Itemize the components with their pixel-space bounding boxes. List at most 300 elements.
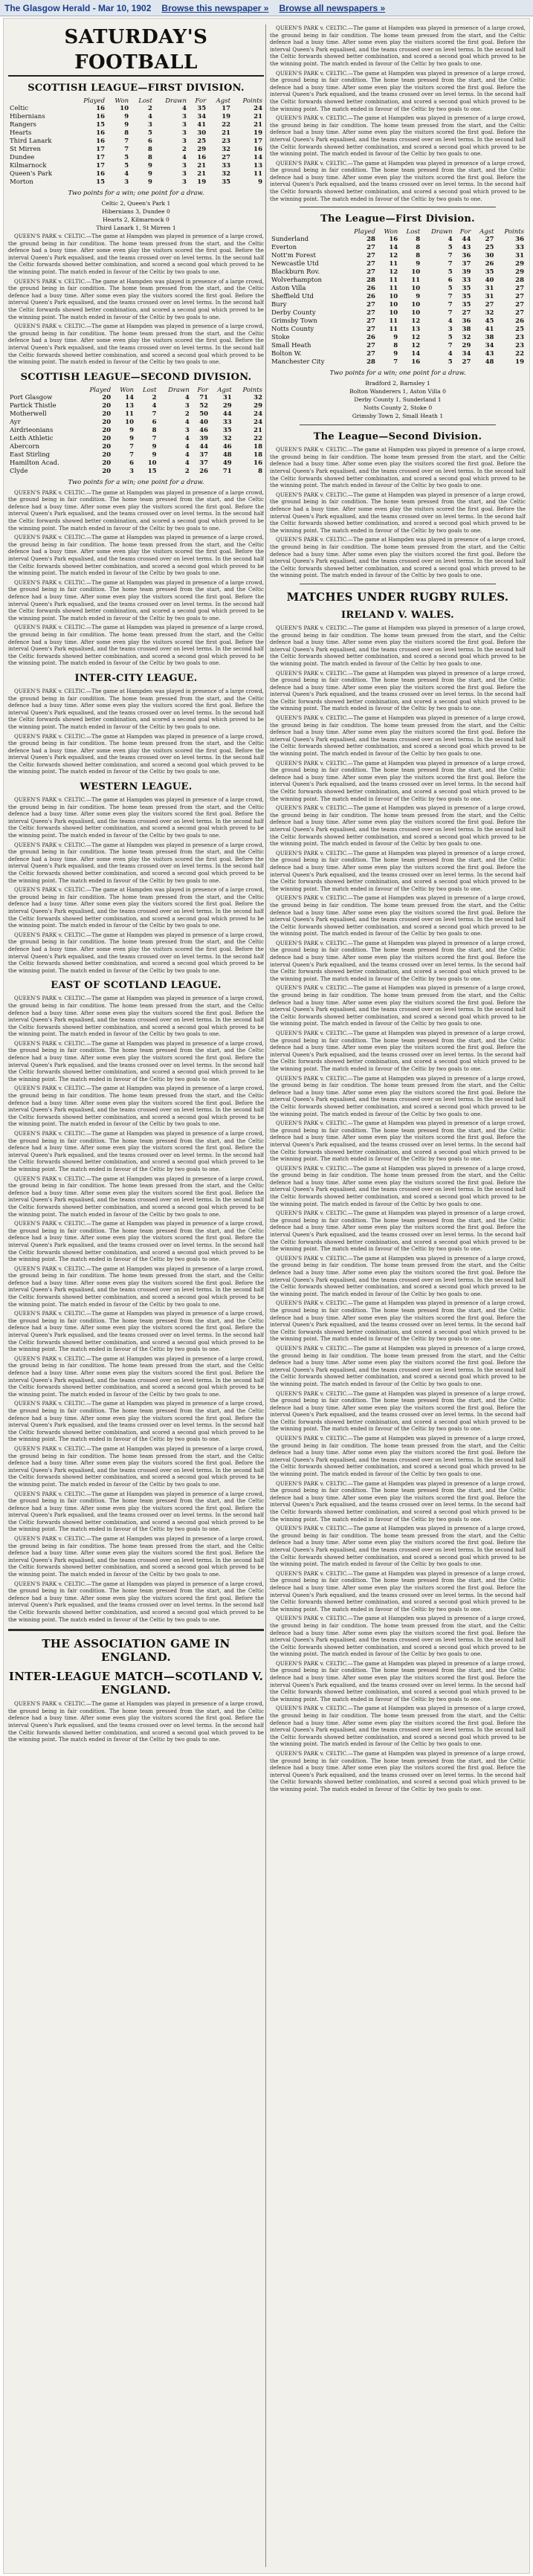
match-report: QUEEN'S PARK v. CELTIC.—The game at Hampden was played in presence of a large crowd, the ground being in fair condition. The home team pressed from the start, and the Celtic defence had a busy time. After some even play the visitors scored the first goal. Before the interval Queen's Park equalised, and the teams crossed over on level terms. In the second half the Celtic forwards showed better combination, and scored a second goal which proved to be the winning point. The match ended in favour of the Celtic by two goals to one. [8, 323, 264, 366]
stat-cell: 29 [515, 260, 524, 268]
match-report: QUEEN'S PARK v. CELTIC.—The game at Hampden was played in presence of a large crowd, the ground being in fair condition. The home team pressed from the start, and the Celtic defence had a busy time. After some even play the visitors scored the first goal. Before the interval Queen's Park equalised, and the teams crossed over on level terms. In the second half the Celtic forwards showed better combination, and scored a second goal which proved to be the winning point. The match ended in favour of the Celtic by two goals to one. [8, 1355, 264, 1398]
match-report: QUEEN'S PARK v. CELTIC.—The game at Hampden was played in presence of a large crowd, the ground being in fair condition. The home team pressed from the start, and the Celtic defence had a busy time. After some even play the visitors scored the first goal. Before the interval Queen's Park equalised, and the teams crossed over on level terms. In the second half the Celtic forwards showed better combination, and scored a second goal which proved to be the winning point. The match ended in favour of the Celtic by two goals to one. [270, 1389, 526, 1433]
league1-table-row [270, 358, 526, 367]
scot1-table-row [8, 162, 264, 170]
league1-table-row [270, 326, 526, 334]
club-name: Grimsby Town [271, 317, 317, 326]
stat-cell: 30 [197, 129, 207, 137]
league1-table-row [270, 309, 526, 317]
heading-inter-city-league: INTER-CITY LEAGUE. [74, 672, 198, 684]
stat-cell: 15 [96, 121, 106, 129]
match-report: QUEEN'S PARK v. CELTIC.—The game at Hampden was played in presence of a large crowd, the ground being in fair condition. The home team pressed from the start, and the Celtic defence had a busy time. After some even play the visitors scored the first goal. Before the interval Queen's Park equalised, and the teams crossed over on level terms. In the second half the Celtic forwards showed better combination, and scored a second goal which proved to be the winning point. The match ended in favour of the Celtic by two goals to one. [8, 1175, 264, 1218]
stat-cell: 10 [147, 459, 157, 467]
match-report: QUEEN'S PARK v. CELTIC.—The game at Hampden was played in presence of a large crowd, the ground being in fair condition. The home team pressed from the start, and the Celtic defence had a busy time. After some even play the visitors scored the first goal. Before the interval Queen's Park equalised, and the teams crossed over on level terms. In the second half the Celtic forwards showed better combination, and scored a second goal which proved to be the winning point. The match ended in favour of the Celtic by two goals to one. [270, 536, 526, 579]
stat-cell: 26 [366, 285, 375, 293]
stat-cell: 16 [96, 170, 106, 178]
match-report: QUEEN'S PARK v. CELTIC.—The game at Hampden was played in presence of a large crowd, the ground being in fair condition. The home team pressed from the start, and the Celtic defence had a busy time. After some even play the visitors scored the first goal. Before the interval Queen's Park equalised, and the teams crossed over on level terms. In the second half the Celtic forwards showed better combination, and scored a second goal which proved to be the winning point. The match ended in favour of the Celtic by two goals to one. [270, 894, 526, 937]
stat-cell: 27 [366, 342, 375, 350]
stat-cell: 4 [448, 350, 453, 358]
club-name: Airdrieonians [10, 426, 54, 434]
stat-cell: 25 [515, 326, 524, 334]
match-report: QUEEN'S PARK v. CELTIC.—The game at Hampden was played in presence of a large crowd, the ground being in fair condition. The home team pressed from the start, and the Celtic defence had a busy time. After some even play the visitors scored the first goal. Before the interval Queen's Park equalised, and the teams crossed over on level terms. In the second half the Celtic forwards showed better combination, and scored a second goal which proved to be the winning point. The match ended in favour of the Celtic by two goals to one. [270, 804, 526, 848]
newspaper-page-scan [3, 18, 530, 2574]
stat-cell: 22 [222, 121, 231, 129]
stat-cell: 27 [485, 236, 494, 244]
stat-cell: 4 [448, 236, 453, 244]
stat-cell: 8 [416, 244, 421, 252]
match-report: QUEEN'S PARK v. CELTIC.—The game at Hampden was played in presence of a large crowd, the ground being in fair condition. The home team pressed from the start, and the Celtic defence had a busy time. After some even play the visitors scored the first goal. Before the interval Queen's Park equalised, and the teams crossed over on level terms. In the second half the Celtic forwards showed better combination, and scored a second goal which proved to be the winning point. The match ended in favour of the Celtic by two goals to one. [270, 1435, 526, 1478]
stat-cell: 12 [411, 342, 421, 350]
stat-cell: 32 [253, 393, 262, 401]
stat-cell: 7 [124, 138, 129, 145]
heading-rugby-matches: MATCHES UNDER RUGBY RULES. [286, 590, 509, 604]
club-name: Derby County [271, 309, 316, 317]
stat-cell: 37 [199, 451, 209, 459]
stat-cell: 4 [184, 418, 190, 426]
club-name: Motherwell [10, 410, 47, 418]
stat-cell: 35 [485, 268, 494, 277]
stat-cell: 13 [125, 401, 135, 410]
left-column [8, 25, 264, 2567]
stat-cell: 41 [197, 121, 207, 129]
table-header-cell: Agst [217, 386, 232, 394]
league1-table-row [270, 252, 526, 260]
stat-cell: 20 [102, 426, 112, 434]
stat-cell: 11 [253, 170, 262, 178]
match-report: QUEEN'S PARK v. CELTIC.—The game at Hampden was played in presence of a large crowd, the ground being in fair condition. The home team pressed from the start, and the Celtic defence had a busy time. After some even play the visitors scored the first goal. Before the interval Queen's Park equalised, and the teams crossed over on level terms. In the second half the Celtic forwards showed better combination, and scored a second goal which proved to be the winning point. The match ended in favour of the Celtic by two goals to one. [270, 1705, 526, 1748]
stat-cell: 10 [389, 293, 398, 301]
table-header-cell: For [459, 228, 471, 236]
stat-cell: 52 [199, 401, 209, 410]
match-report: QUEEN'S PARK v. CELTIC.—The game at Hampden was played in presence of a large crowd, the ground being in fair condition. The home team pressed from the start, and the Celtic defence had a busy time. After some even play the visitors scored the first goal. Before the interval Queen's Park equalised, and the teams crossed over on level terms. In the second half the Celtic forwards showed better combination, and scored a second goal which proved to be the winning point. The match ended in favour of the Celtic by two goals to one. [8, 1310, 264, 1353]
newspaper-title: The Glasgow Herald - Mar 10, 1902 [4, 2, 152, 13]
stat-cell: 17 [96, 162, 106, 170]
heading-association-game-england: THE ASSOCIATION GAME IN ENGLAND. [42, 1637, 230, 1665]
stat-cell: 19 [253, 129, 262, 137]
scot1-table-row [8, 146, 264, 154]
stat-cell: 10 [120, 105, 129, 112]
stat-cell: 39 [462, 268, 471, 277]
stat-cell: 9 [124, 113, 129, 120]
stat-cell: 29 [197, 146, 207, 153]
stat-cell: 9 [393, 350, 398, 358]
stat-cell: 5 [448, 334, 453, 342]
stat-cell: 4 [152, 401, 157, 410]
stat-cell: 28 [515, 277, 524, 285]
stat-cell: 36 [515, 236, 524, 244]
stat-cell: 27 [515, 309, 524, 317]
scot2-table-row [8, 435, 264, 443]
stat-cell: 7 [448, 252, 453, 260]
league1-table-row [270, 317, 526, 326]
stat-cell: 3 [448, 326, 453, 334]
league1-table-row [270, 334, 526, 342]
stat-cell: 40 [199, 418, 209, 426]
browse-newspaper-link[interactable]: Browse this newspaper » [161, 2, 269, 13]
stat-cell: 5 [147, 129, 152, 137]
stat-cell: 23 [515, 334, 524, 342]
stat-cell: 32 [462, 334, 471, 342]
stat-cell: 44 [462, 236, 471, 244]
stat-cell: 10 [125, 418, 135, 426]
stat-cell: 7 [393, 358, 398, 367]
stat-cell: 9 [124, 121, 129, 129]
stat-cell: 10 [411, 285, 421, 293]
match-report: QUEEN'S PARK v. CELTIC.—The game at Hampden was played in presence of a large crowd, the ground being in fair condition. The home team pressed from the start, and the Celtic defence had a busy time. After some even play the visitors scored the first goal. Before the interval Queen's Park equalised, and the teams crossed over on level terms. In the second half the Celtic forwards showed better combination, and scored a second goal which proved to be the winning point. The match ended in favour of the Celtic by two goals to one. [8, 1130, 264, 1172]
scot1-table-row [8, 170, 264, 178]
scot2-table-row [8, 394, 264, 402]
stat-cell: 7 [152, 410, 157, 418]
club-name: St Mirren [10, 146, 41, 153]
points-note: Two points for a win; one point for a draw. [329, 369, 466, 378]
stat-cell: 38 [485, 334, 494, 342]
stat-cell: 35 [462, 301, 471, 309]
stat-cell: 46 [199, 426, 209, 434]
stat-cell: 11 [125, 410, 135, 418]
league1-table-row [270, 342, 526, 350]
stat-cell: 21 [197, 162, 207, 170]
stat-cell: 36 [462, 317, 471, 326]
match-result: Bolton Wanderers 1, Aston Villa 0 [349, 388, 446, 396]
match-report: QUEEN'S PARK v. CELTIC.—The game at Hampden was played in presence of a large crowd, the ground being in fair condition. The home team pressed from the start, and the Celtic defence had a busy time. After some even play the visitors scored the first goal. Before the interval Queen's Park equalised, and the teams crossed over on level terms. In the second half the Celtic forwards showed better combination, and scored a second goal which proved to be the winning point. The match ended in favour of the Celtic by two goals to one. [8, 796, 264, 839]
stat-cell: 3 [182, 138, 187, 145]
match-report: QUEEN'S PARK v. CELTIC.—The game at Hampden was played in presence of a large crowd, the ground being in fair condition. The home team pressed from the start, and the Celtic defence had a busy time. After some even play the visitors scored the first goal. Before the interval Queen's Park equalised, and the teams crossed over on level terms. In the second half the Celtic forwards showed better combination, and scored a second goal which proved to be the winning point. The match ended in favour of the Celtic by two goals to one. [270, 1569, 526, 1613]
stat-cell: 37 [462, 260, 471, 268]
stat-cell: 9 [129, 434, 135, 442]
stat-cell: 71 [199, 393, 209, 401]
stat-cell: 8 [152, 426, 157, 434]
stat-cell: 9 [147, 170, 152, 178]
stat-cell: 7 [448, 309, 453, 317]
stat-cell: 20 [102, 467, 112, 475]
club-name: East Stirling [10, 451, 51, 459]
league1-table-row [270, 268, 526, 277]
match-report: QUEEN'S PARK v. CELTIC.—The game at Hampden was played in presence of a large crowd, the ground being in fair condition. The home team pressed from the start, and the Celtic defence had a busy time. After some even play the visitors scored the first goal. Before the interval Queen's Park equalised, and the teams crossed over on level terms. In the second half the Celtic forwards showed better combination, and scored a second goal which proved to be the winning point. The match ended in favour of the Celtic by two goals to one. [8, 578, 264, 622]
match-report: QUEEN'S PARK v. CELTIC.—The game at Hampden was played in presence of a large crowd, the ground being in fair condition. The home team pressed from the start, and the Celtic defence had a busy time. After some even play the visitors scored the first goal. Before the interval Queen's Park equalised, and the teams crossed over on level terms. In the second half the Celtic forwards showed better combination, and scored a second goal which proved to be the winning point. The match ended in favour of the Celtic by two goals to one. [270, 25, 526, 67]
stat-cell: 26 [515, 317, 524, 326]
club-name: Kilmarnock [10, 162, 47, 170]
league1-table-row [270, 293, 526, 301]
scot2-table-row [8, 410, 264, 419]
stat-cell: 4 [184, 459, 190, 467]
match-report: QUEEN'S PARK v. CELTIC.—The game at Hampden was played in presence of a large crowd, the ground being in fair condition. The home team pressed from the start, and the Celtic defence had a busy time. After some even play the visitors scored the first goal. Before the interval Queen's Park equalised, and the teams crossed over on level terms. In the second half the Celtic forwards showed better combination, and scored a second goal which proved to be the winning point. The match ended in favour of the Celtic by two goals to one. [8, 1085, 264, 1128]
stat-cell: 24 [253, 418, 262, 426]
stat-cell: 31 [222, 393, 232, 401]
stat-cell: 33 [462, 277, 471, 285]
stat-cell: 26 [199, 467, 209, 475]
table-header-cell [8, 387, 80, 394]
stat-cell: 32 [485, 309, 494, 317]
match-report: QUEEN'S PARK v. CELTIC.—The game at Hampden was played in presence of a large crowd, the ground being in fair condition. The home team pressed from the start, and the Celtic defence had a busy time. After some even play the visitors scored the first goal. Before the interval Queen's Park equalised, and the teams crossed over on level terms. In the second half the Celtic forwards showed better combination, and scored a second goal which proved to be the winning point. The match ended in favour of the Celtic by two goals to one. [8, 841, 264, 884]
club-name: Sheffield Utd [271, 293, 314, 301]
stat-cell: 28 [366, 277, 375, 285]
stat-cell: 34 [462, 350, 471, 358]
stat-cell: 34 [197, 113, 207, 120]
scot2-table-row [8, 427, 264, 435]
stat-cell: 18 [253, 451, 262, 459]
match-result: Derby County 1, Sunderland 1 [354, 396, 442, 404]
scot1-table-row [8, 129, 264, 138]
match-report: QUEEN'S PARK v. CELTIC.—The game at Hampden was played in presence of a large crowd, the ground being in fair condition. The home team pressed from the start, and the Celtic defence had a busy time. After some even play the visitors scored the first goal. Before the interval Queen's Park equalised, and the teams crossed over on level terms. In the second half the Celtic forwards showed better combination, and scored a second goal which proved to be the winning point. The match ended in favour of the Celtic by two goals to one. [8, 624, 264, 667]
match-report: QUEEN'S PARK v. CELTIC.—The game at Hampden was played in presence of a large crowd, the ground being in fair condition. The home team pressed from the start, and the Celtic defence had a busy time. After some even play the visitors scored the first goal. Before the interval Queen's Park equalised, and the teams crossed over on level terms. In the second half the Celtic forwards showed better combination, and scored a second goal which proved to be the winning point. The match ended in favour of the Celtic by two goals to one. [270, 984, 526, 1027]
stat-cell: 10 [411, 309, 421, 317]
match-report: QUEEN'S PARK v. CELTIC.—The game at Hampden was played in presence of a large crowd, the ground being in fair condition. The home team pressed from the start, and the Celtic defence had a busy time. After some even play the visitors scored the first goal. Before the interval Queen's Park equalised, and the teams crossed over on level terms. In the second half the Celtic forwards showed better combination, and scored a second goal which proved to be the winning point. The match ended in favour of the Celtic by two goals to one. [8, 277, 264, 320]
stat-cell: 10 [411, 268, 421, 277]
club-name: Hamilton Acad. [10, 459, 59, 467]
stat-cell: 4 [182, 154, 187, 161]
stat-cell: 26 [366, 334, 375, 342]
club-name: Nott'm Forest [271, 252, 316, 260]
stat-cell: 5 [448, 244, 453, 252]
club-name: Ayr [10, 418, 21, 426]
stat-cell: 4 [184, 393, 190, 401]
stat-cell: 31 [515, 252, 524, 260]
stat-cell: 16 [197, 154, 207, 161]
stat-cell: 3 [147, 121, 152, 129]
stat-cell: 24 [253, 105, 262, 112]
stat-cell: 7 [448, 260, 453, 268]
stat-cell: 4 [147, 113, 152, 120]
scot2-table-row [8, 443, 264, 451]
table-header-cell: Drawn [165, 97, 187, 105]
club-name: Newcastle Utd [271, 260, 319, 268]
stat-cell: 9 [129, 426, 135, 434]
match-report: QUEEN'S PARK v. CELTIC.—The game at Hampden was played in presence of a large crowd, the ground being in fair condition. The home team pressed from the start, and the Celtic defence had a busy time. After some even play the visitors scored the first goal. Before the interval Queen's Park equalised, and the teams crossed over on level terms. In the second half the Celtic forwards showed better combination, and scored a second goal which proved to be the winning point. The match ended in favour of the Celtic by two goals to one. [270, 1525, 526, 1568]
club-name: Aston Villa [271, 285, 306, 293]
stat-cell: 7 [152, 434, 157, 442]
match-report: QUEEN'S PARK v. CELTIC.—The game at Hampden was played in presence of a large crowd, the ground being in fair condition. The home team pressed from the start, and the Celtic defence had a busy time. After some even play the visitors scored the first goal. Before the interval Queen's Park equalised, and the teams crossed over on level terms. In the second half the Celtic forwards showed better combination, and scored a second goal which proved to be the winning point. The match ended in favour of the Celtic by two goals to one. [8, 1535, 264, 1578]
stat-cell: 40 [485, 277, 494, 285]
stat-cell: 8 [147, 154, 152, 161]
stat-cell: 4 [184, 434, 190, 442]
match-report: QUEEN'S PARK v. CELTIC.—The game at Hampden was played in presence of a large crowd, the ground being in fair condition. The home team pressed from the start, and the Celtic defence had a busy time. After some even play the visitors scored the first goal. Before the interval Queen's Park equalised, and the teams crossed over on level terms. In the second half the Celtic forwards showed better combination, and scored a second goal which proved to be the winning point. The match ended in favour of the Celtic by two goals to one. [8, 886, 264, 929]
stat-cell: 28 [366, 236, 375, 244]
stat-cell: 2 [152, 393, 157, 401]
match-result: Bradford 2, Barnsley 1 [365, 380, 430, 387]
scot1-table-row [8, 121, 264, 129]
scot2-table-row [8, 402, 264, 410]
match-result: Celtic 2, Queen's Park 1 [101, 200, 171, 207]
stat-cell: 7 [448, 301, 453, 309]
match-report: QUEEN'S PARK v. CELTIC.—The game at Hampden was played in presence of a large crowd, the ground being in fair condition. The home team pressed from the start, and the Celtic defence had a busy time. After some even play the visitors scored the first goal. Before the interval Queen's Park equalised, and the teams crossed over on level terms. In the second half the Celtic forwards showed better combination, and scored a second goal which proved to be the winning point. The match ended in favour of the Celtic by two goals to one. [8, 1580, 264, 1623]
stat-cell: 18 [253, 442, 262, 451]
stat-cell: 20 [102, 401, 112, 410]
match-report: QUEEN'S PARK v. CELTIC.—The game at Hampden was played in presence of a large crowd, the ground being in fair condition. The home team pressed from the start, and the Celtic defence had a busy time. After some even play the visitors scored the first goal. Before the interval Queen's Park equalised, and the teams crossed over on level terms. In the second half the Celtic forwards showed better combination, and scored a second goal which proved to be the winning point. The match ended in favour of the Celtic by two goals to one. [8, 1490, 264, 1533]
stat-cell: 14 [411, 350, 421, 358]
scot1-table-row [8, 105, 264, 113]
stat-cell: 3 [182, 178, 187, 186]
table-header-cell: Lost [143, 386, 157, 394]
match-result: Grimsby Town 2, Small Heath 1 [352, 413, 444, 420]
stat-cell: 8 [393, 342, 398, 350]
heading-scottish-league-second: SCOTTISH LEAGUE—SECOND DIVISION. [20, 371, 252, 383]
table-header-cell [8, 97, 72, 105]
stat-cell: 3 [182, 170, 187, 178]
club-name: Hearts [10, 129, 32, 137]
stat-cell: 13 [253, 162, 262, 170]
club-name: Abercorn [10, 442, 40, 451]
stat-cell: 27 [366, 268, 375, 277]
stat-cell: 9 [416, 293, 421, 301]
heading-inter-league-match: INTER-LEAGUE MATCH—SCOTLAND V. ENGLAND. [8, 1670, 264, 1697]
match-report: QUEEN'S PARK v. CELTIC.—The game at Hampden was played in presence of a large crowd, the ground being in fair condition. The home team pressed from the start, and the Celtic defence had a busy time. After some even play the visitors scored the first goal. Before the interval Queen's Park equalised, and the teams crossed over on level terms. In the second half the Celtic forwards showed better combination, and scored a second goal which proved to be the winning point. The match ended in favour of the Celtic by two goals to one. [270, 159, 526, 202]
stat-cell: 37 [199, 459, 209, 467]
stat-cell: 27 [515, 301, 524, 309]
stat-cell: 10 [389, 309, 398, 317]
club-name: Blackburn Rov. [271, 268, 320, 277]
match-result: Hibernians 3, Dundee 0 [102, 208, 170, 215]
stat-cell: 35 [462, 293, 471, 301]
table-header-cell: Drawn [430, 228, 453, 236]
stat-cell: 5 [448, 358, 453, 367]
stat-cell: 44 [199, 442, 209, 451]
stat-cell: 44 [222, 410, 232, 418]
stat-cell: 27 [366, 350, 375, 358]
scot2-table-row [8, 451, 264, 459]
stat-cell: 7 [448, 342, 453, 350]
stat-cell: 16 [253, 146, 262, 153]
match-report: QUEEN'S PARK v. CELTIC.—The game at Hampden was played in presence of a large crowd, the ground being in fair condition. The home team pressed from the start, and the Celtic defence had a busy time. After some even play the visitors scored the first goal. Before the interval Queen's Park equalised, and the teams crossed over on level terms. In the second half the Celtic forwards showed better combination, and scored a second goal which proved to be the winning point. The match ended in favour of the Celtic by two goals to one. [8, 1265, 264, 1308]
match-report: QUEEN'S PARK v. CELTIC.—The game at Hampden was played in presence of a large crowd, the ground being in fair condition. The home team pressed from the start, and the Celtic defence had a busy time. After some even play the visitors scored the first goal. Before the interval Queen's Park equalised, and the teams crossed over on level terms. In the second half the Celtic forwards showed better combination, and scored a second goal which proved to be the winning point. The match ended in favour of the Celtic by two goals to one. [270, 1074, 526, 1117]
stat-cell: 27 [515, 293, 524, 301]
match-result: Notts County 2, Stoke 0 [363, 404, 433, 412]
stat-cell: 22 [515, 350, 524, 358]
stat-cell: 4 [448, 317, 453, 326]
stat-cell: 6 [129, 459, 135, 467]
club-name: Wolverhampton [271, 277, 322, 285]
stat-cell: 3 [182, 162, 187, 170]
stat-cell: 9 [152, 442, 157, 451]
stat-cell: 32 [222, 434, 232, 442]
stat-cell: 25 [197, 138, 207, 145]
stat-cell: 6 [448, 277, 453, 285]
stat-cell: 11 [389, 260, 398, 268]
club-name: Dundee [10, 154, 35, 161]
stat-cell: 33 [222, 418, 232, 426]
club-name: Notts County [271, 326, 314, 334]
stat-cell: 11 [411, 277, 421, 285]
stat-cell: 28 [366, 358, 375, 367]
stat-cell: 8 [416, 236, 421, 244]
stat-cell: 8 [416, 252, 421, 260]
league1-table-row [270, 236, 526, 244]
stat-cell: 16 [96, 138, 106, 145]
stat-cell: 16 [96, 113, 106, 120]
stat-cell: 49 [222, 459, 232, 467]
match-result: Third Lanark 1, St Mirren 1 [96, 225, 176, 231]
scot1-table-row [8, 154, 264, 162]
stat-cell: 13 [411, 326, 421, 334]
points-note: Two points for a win; one point for a draw. [68, 478, 204, 486]
heading-ireland-v-wales: IRELAND V. WALES. [340, 609, 455, 621]
stat-cell: 31 [485, 293, 494, 301]
match-report: QUEEN'S PARK v. CELTIC.—The game at Hampden was played in presence of a large crowd, the ground being in fair condition. The home team pressed from the start, and the Celtic defence had a busy time. After some even play the visitors scored the first goal. Before the interval Queen's Park equalised, and the teams crossed over on level terms. In the second half the Celtic forwards showed better combination, and scored a second goal which proved to be the winning point. The match ended in favour of the Celtic by two goals to one. [8, 1444, 264, 1488]
table-header-cell: Won [384, 228, 398, 236]
stat-cell: 33 [515, 244, 524, 252]
stat-cell: 21 [222, 129, 231, 137]
stat-cell: 3 [129, 467, 135, 475]
stat-cell: 16 [96, 129, 106, 137]
match-report: QUEEN'S PARK v. CELTIC.—The game at Hampden was played in presence of a large crowd, the ground being in fair condition. The home team pressed from the start, and the Celtic defence had a busy time. After some even play the visitors scored the first goal. Before the interval Queen's Park equalised, and the teams crossed over on level terms. In the second half the Celtic forwards showed better combination, and scored a second goal which proved to be the winning point. The match ended in favour of the Celtic by two goals to one. [8, 1220, 264, 1263]
match-report: QUEEN'S PARK v. CELTIC.—The game at Hampden was played in presence of a large crowd, the ground being in fair condition. The home team pressed from the start, and the Celtic defence had a busy time. After some even play the visitors scored the first goal. Before the interval Queen's Park equalised, and the teams crossed over on level terms. In the second half the Celtic forwards showed better combination, and scored a second goal which proved to be the winning point. The match ended in favour of the Celtic by two goals to one. [270, 624, 526, 667]
match-report: QUEEN'S PARK v. CELTIC.—The game at Hampden was played in presence of a large crowd, the ground being in fair condition. The home team pressed from the start, and the Celtic defence had a busy time. After some even play the visitors scored the first goal. Before the interval Queen's Park equalised, and the teams crossed over on level terms. In the second half the Celtic forwards showed better combination, and scored a second goal which proved to be the winning point. The match ended in favour of the Celtic by two goals to one. [270, 1120, 526, 1163]
stat-cell: 8 [124, 129, 129, 137]
column-divider [265, 25, 266, 2567]
stat-cell: 39 [199, 434, 209, 442]
club-name: Clyde [10, 467, 28, 475]
table-header-cell: Won [114, 97, 129, 105]
stat-cell: 33 [222, 162, 231, 170]
club-name: Hibernians [10, 113, 45, 120]
club-name: Small Heath [271, 342, 311, 350]
league1-table-row [270, 277, 526, 285]
stat-cell: 32 [222, 170, 231, 178]
match-report: QUEEN'S PARK v. CELTIC.—The game at Hampden was played in presence of a large crowd, the ground being in fair condition. The home team pressed from the start, and the Celtic defence had a busy time. After some even play the visitors scored the first goal. Before the interval Queen's Park equalised, and the teams crossed over on level terms. In the second half the Celtic forwards showed better combination, and scored a second goal which proved to be the winning point. The match ended in favour of the Celtic by two goals to one. [270, 1615, 526, 1658]
match-report: QUEEN'S PARK v. CELTIC.—The game at Hampden was played in presence of a large crowd, the ground being in fair condition. The home team pressed from the start, and the Celtic defence had a busy time. After some even play the visitors scored the first goal. Before the interval Queen's Park equalised, and the teams crossed over on level terms. In the second half the Celtic forwards showed better combination, and scored a second goal which proved to be the winning point. The match ended in favour of the Celtic by two goals to one. [270, 939, 526, 982]
browse-all-newspapers-link[interactable]: Browse all newspapers » [279, 2, 386, 13]
stat-cell: 29 [253, 401, 262, 410]
stat-cell: 38 [462, 326, 471, 334]
stat-cell: 36 [462, 252, 471, 260]
stat-cell: 6 [147, 138, 152, 145]
stat-cell: 29 [462, 342, 471, 350]
club-name: Manchester City [271, 358, 325, 367]
stat-cell: 27 [366, 326, 375, 334]
table-header-cell: Lost [406, 228, 421, 236]
match-report: QUEEN'S PARK v. CELTIC.—The game at Hampden was played in presence of a large crowd, the ground being in fair condition. The home team pressed from the start, and the Celtic defence had a busy time. After some even play the visitors scored the first goal. Before the interval Queen's Park equalised, and the teams crossed over on level terms. In the second half the Celtic forwards showed better combination, and scored a second goal which proved to be the winning point. The match ended in favour of the Celtic by two goals to one. [270, 1300, 526, 1343]
stat-cell: 27 [515, 285, 524, 293]
table-header-cell: Played [83, 97, 106, 105]
stat-cell: 20 [102, 434, 112, 442]
heading-western-league: WESTERN LEAGUE. [80, 781, 193, 793]
league1-table-row [270, 301, 526, 309]
match-report: QUEEN'S PARK v. CELTIC.—The game at Hampden was played in presence of a large crowd, the ground being in fair condition. The home team pressed from the start, and the Celtic defence had a busy time. After some even play the visitors scored the first goal. Before the interval Queen's Park equalised, and the teams crossed over on level terms. In the second half the Celtic forwards showed better combination, and scored a second goal which proved to be the winning point. The match ended in favour of the Celtic by two goals to one. [270, 1750, 526, 1792]
stat-cell: 23 [222, 138, 231, 145]
stat-cell: 29 [222, 401, 232, 410]
stat-cell: 6 [152, 418, 157, 426]
match-result: Hearts 2, Kilmarnock 0 [103, 216, 169, 223]
stat-cell: 12 [411, 334, 421, 342]
match-report: QUEEN'S PARK v. CELTIC.—The game at Hampden was played in presence of a large crowd, the ground being in fair condition. The home team pressed from the start, and the Celtic defence had a busy time. After some even play the visitors scored the first goal. Before the interval Queen's Park equalised, and the teams crossed over on level terms. In the second half the Celtic forwards showed better combination, and scored a second goal which proved to be the winning point. The match ended in favour of the Celtic by two goals to one. [270, 1479, 526, 1523]
stat-cell: 11 [389, 317, 398, 326]
match-report: QUEEN'S PARK v. CELTIC.—The game at Hampden was played in presence of a large crowd, the ground being in fair condition. The home team pressed from the start, and the Celtic defence had a busy time. After some even play the visitors scored the first goal. Before the interval Queen's Park equalised, and the teams crossed over on level terms. In the second half the Celtic forwards showed better combination, and scored a second goal which proved to be the winning point. The match ended in favour of the Celtic by two goals to one. [8, 1039, 264, 1082]
match-report: QUEEN'S PARK v. CELTIC.—The game at Hampden was played in presence of a large crowd, the ground being in fair condition. The home team pressed from the start, and the Celtic defence had a busy time. After some even play the visitors scored the first goal. Before the interval Queen's Park equalised, and the teams crossed over on level terms. In the second half the Celtic forwards showed better combination, and scored a second goal which proved to be the winning point. The match ended in favour of the Celtic by two goals to one. [8, 1400, 264, 1443]
match-report: QUEEN'S PARK v. CELTIC.—The game at Hampden was played in presence of a large crowd, the ground being in fair condition. The home team pressed from the start, and the Celtic defence had a busy time. After some even play the visitors scored the first goal. Before the interval Queen's Park equalised, and the teams crossed over on level terms. In the second half the Celtic forwards showed better combination, and scored a second goal which proved to be the winning point. The match ended in favour of the Celtic by two goals to one. [8, 534, 264, 577]
stat-cell: 31 [485, 285, 494, 293]
stat-cell: 20 [102, 451, 112, 459]
stat-cell: 19 [197, 178, 207, 186]
stat-cell: 27 [222, 154, 231, 161]
table-header-cell: Points [242, 97, 262, 105]
table-header-cell: For [197, 386, 209, 394]
stat-cell: 21 [253, 426, 262, 434]
match-report: QUEEN'S PARK v. CELTIC.—The game at Hampden was played in presence of a large crowd, the ground being in fair condition. The home team pressed from the start, and the Celtic defence had a busy time. After some even play the visitors scored the first goal. Before the interval Queen's Park equalised, and the teams crossed over on level terms. In the second half the Celtic forwards showed better combination, and scored a second goal which proved to be the winning point. The match ended in favour of the Celtic by two goals to one. [270, 1344, 526, 1387]
club-name: Leith Athletic [10, 434, 54, 442]
stat-cell: 2 [184, 410, 190, 418]
scot2-table-row [8, 459, 264, 468]
match-report: QUEEN'S PARK v. CELTIC.—The game at Hampden was played in presence of a large crowd, the ground being in fair condition. The home team pressed from the start, and the Celtic defence had a busy time. After some even play the visitors scored the first goal. Before the interval Queen's Park equalised, and the teams crossed over on level terms. In the second half the Celtic forwards showed better combination, and scored a second goal which proved to be the winning point. The match ended in favour of the Celtic by two goals to one. [270, 849, 526, 892]
stat-cell: 4 [182, 105, 187, 112]
stat-cell: 10 [389, 301, 398, 309]
league1-table-row [270, 285, 526, 293]
stat-cell: 26 [485, 260, 494, 268]
stat-cell: 34 [485, 342, 494, 350]
match-report: QUEEN'S PARK v. CELTIC.—The game at Hampden was played in presence of a large crowd, the ground being in fair condition. The home team pressed from the start, and the Celtic defence had a busy time. After some even play the visitors scored the first goal. Before the interval Queen's Park equalised, and the teams crossed over on level terms. In the second half the Celtic forwards showed better combination, and scored a second goal which proved to be the winning point. The match ended in favour of the Celtic by two goals to one. [270, 1030, 526, 1072]
stat-cell: 12 [411, 317, 421, 326]
club-name: Celtic [10, 105, 29, 112]
club-name: Rangers [10, 121, 37, 129]
stat-cell: 16 [96, 105, 106, 112]
